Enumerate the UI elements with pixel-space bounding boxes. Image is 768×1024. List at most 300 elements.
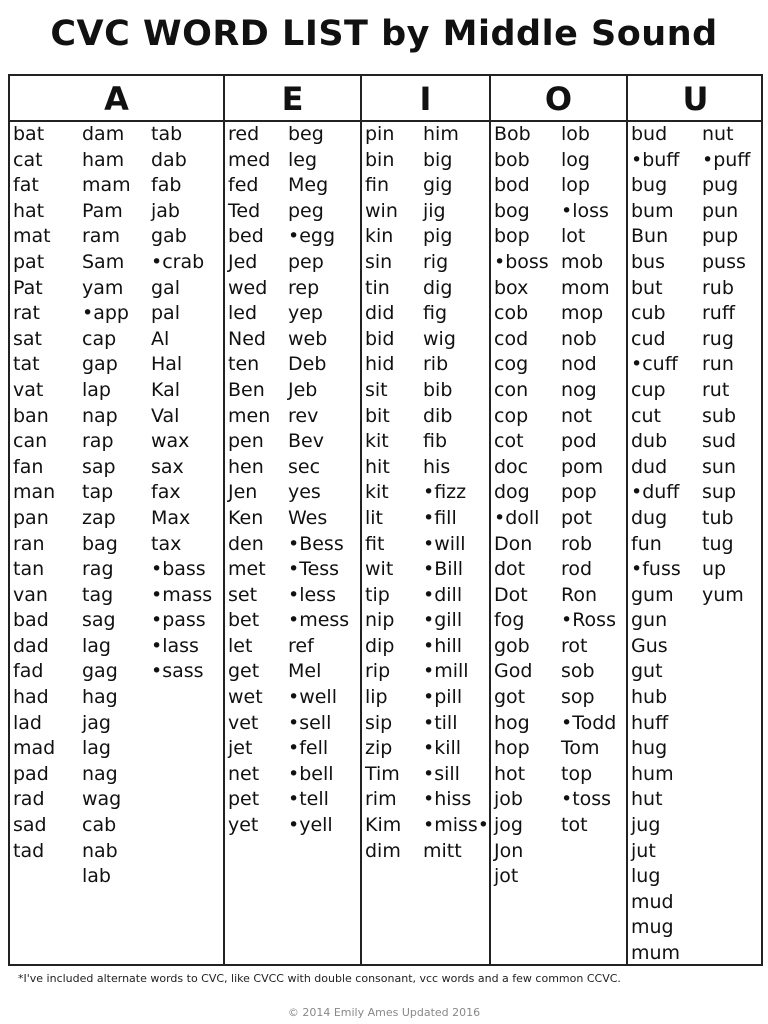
word-item: hit — [365, 455, 390, 478]
word-item: •Bill — [423, 558, 464, 581]
word-item: God — [494, 660, 533, 683]
word-item: rot — [561, 634, 588, 657]
word-item: pot — [561, 506, 593, 529]
word-item: Deb — [288, 353, 327, 376]
word-item: gun — [631, 609, 668, 632]
word-item: bag — [82, 532, 118, 555]
word-item: mop — [561, 302, 604, 325]
word-item: bit — [365, 404, 390, 427]
word-item: bad — [13, 609, 49, 632]
word-item: dug — [631, 506, 668, 529]
word-item: tan — [13, 558, 45, 581]
word-item: top — [561, 762, 593, 785]
word-item: con — [494, 378, 529, 401]
word-item: jog — [494, 814, 523, 837]
word-item: get — [228, 660, 260, 683]
word-item: Jed — [228, 250, 258, 273]
word-item: gap — [82, 353, 118, 376]
word-item: Bun — [631, 225, 669, 248]
word-item: •fell — [288, 737, 329, 760]
word-item: •Todd — [561, 711, 617, 734]
section-e — [225, 76, 362, 964]
word-item: sec — [288, 455, 321, 478]
word-item: gab — [151, 225, 187, 248]
word-item: rub — [702, 276, 734, 299]
word-item: sag — [82, 609, 116, 632]
word-item: man — [13, 481, 56, 504]
word-item: men — [228, 404, 271, 427]
word-item: box — [494, 276, 529, 299]
word-item: vat — [13, 378, 44, 401]
word-item: mat — [13, 225, 51, 248]
word-column — [151, 122, 212, 685]
word-item: bus — [631, 250, 666, 273]
word-item: lop — [561, 174, 590, 197]
word-item: •bell — [288, 762, 334, 785]
section-header-o: O — [491, 76, 626, 122]
word-item: •Tess — [288, 558, 340, 581]
word-item: •egg — [288, 225, 336, 248]
word-item: Ned — [228, 327, 266, 350]
word-item: hen — [228, 455, 264, 478]
word-item: med — [228, 148, 271, 171]
word-item: •kill — [423, 737, 462, 760]
word-item: bet — [228, 609, 260, 632]
word-item: pun — [702, 199, 739, 222]
word-item: lap — [82, 378, 111, 401]
word-item: •toss — [561, 788, 612, 811]
word-item: wet — [228, 686, 263, 709]
word-column — [288, 122, 349, 839]
word-item: rib — [423, 353, 449, 376]
word-item: Kal — [151, 378, 181, 401]
word-item: Ken — [228, 506, 264, 529]
word-item: yum — [702, 583, 744, 606]
word-item: puss — [702, 250, 746, 273]
word-item: hut — [631, 788, 663, 811]
word-item: pom — [561, 455, 604, 478]
word-item: •crab — [151, 250, 205, 273]
word-item: up — [702, 558, 727, 581]
word-item: fog — [494, 609, 525, 632]
word-item: Wes — [288, 506, 328, 529]
word-item: mom — [561, 276, 610, 299]
word-item: cap — [82, 327, 117, 350]
word-item: •dill — [423, 583, 463, 606]
word-item: cup — [631, 378, 666, 401]
word-item: Meg — [288, 174, 329, 197]
word-item: pin — [365, 123, 395, 145]
word-item: pig — [423, 225, 453, 248]
word-item: pep — [288, 250, 324, 273]
word-item: •hill — [423, 634, 463, 657]
word-item: •mass — [151, 583, 213, 606]
word-item: •boss — [494, 250, 549, 273]
word-item: mitt — [423, 839, 462, 862]
word-item: •puff — [702, 148, 751, 171]
word-item: sin — [365, 250, 393, 273]
word-column — [702, 122, 750, 608]
word-item: pod — [561, 430, 597, 453]
word-item: bud — [631, 123, 668, 145]
word-table — [8, 74, 763, 966]
word-item: nog — [561, 378, 597, 401]
word-item: sop — [561, 686, 595, 709]
word-item: bat — [13, 123, 45, 145]
word-item: rep — [288, 276, 320, 299]
word-item: Tom — [561, 737, 600, 760]
word-item: kit — [365, 481, 389, 504]
word-item: sax — [151, 455, 184, 478]
word-item: •hiss — [423, 788, 472, 811]
word-item: •fill — [423, 506, 457, 529]
word-item: tab — [151, 123, 183, 145]
word-item: lag — [82, 634, 111, 657]
word-item: wig — [423, 327, 456, 350]
word-item: sit — [365, 378, 388, 401]
word-item: fun — [631, 532, 662, 555]
word-item: ran — [13, 532, 45, 555]
word-item: lot — [561, 225, 586, 248]
word-item: jug — [631, 814, 661, 837]
word-item: •well — [288, 686, 337, 709]
word-item: yes — [288, 481, 321, 504]
word-item: run — [702, 353, 734, 376]
word-item: kit — [365, 430, 389, 453]
word-item: cob — [494, 302, 529, 325]
word-item: sob — [561, 660, 595, 683]
word-item: gal — [151, 276, 180, 299]
word-item: Sam — [82, 250, 125, 273]
word-item: vet — [228, 711, 259, 734]
word-item: job — [494, 788, 523, 811]
word-item: tap — [82, 481, 114, 504]
word-item: wag — [82, 788, 122, 811]
word-item: mam — [82, 174, 131, 197]
word-item: •sell — [288, 711, 332, 734]
section-a — [10, 76, 225, 964]
word-item: hid — [365, 353, 395, 376]
word-item: ten — [228, 353, 260, 376]
word-item: dib — [423, 404, 453, 427]
word-item: fan — [13, 455, 44, 478]
word-item: dam — [82, 123, 125, 145]
word-item: dot — [494, 558, 526, 581]
word-item: pug — [702, 174, 739, 197]
word-item: hog — [494, 711, 530, 734]
word-item: pat — [13, 250, 45, 273]
word-item: can — [13, 430, 48, 453]
word-item: ruff — [702, 302, 735, 325]
word-item: cab — [82, 814, 117, 837]
word-item: sat — [13, 327, 42, 350]
word-item: did — [365, 302, 395, 325]
word-item: cub — [631, 302, 666, 325]
page-title: CVC WORD LIST by Middle Sound — [50, 14, 718, 54]
word-item: •duff — [631, 481, 680, 504]
word-item: rat — [13, 302, 40, 325]
word-item: cat — [13, 148, 43, 171]
word-item: rag — [82, 558, 114, 581]
word-item: him — [423, 123, 459, 145]
word-item: cut — [631, 404, 661, 427]
word-item: win — [365, 199, 398, 222]
word-column — [82, 122, 131, 890]
word-item: dab — [151, 148, 187, 171]
word-item: Hal — [151, 353, 183, 376]
word-item: tad — [13, 839, 45, 862]
word-item: zip — [365, 737, 393, 760]
word-item: bop — [494, 225, 530, 248]
word-item: Bob — [494, 123, 531, 145]
word-column — [365, 122, 401, 864]
word-item: •miss• — [423, 814, 489, 837]
word-item: •less — [288, 583, 336, 606]
word-item: Max — [151, 506, 191, 529]
word-item: rod — [561, 558, 593, 581]
word-item: dip — [365, 634, 395, 657]
word-item: fit — [365, 532, 385, 555]
word-item: hot — [494, 762, 526, 785]
word-item: mad — [13, 737, 56, 760]
word-item: hum — [631, 762, 674, 785]
word-item: •doll — [494, 506, 540, 529]
word-item: Gus — [631, 634, 668, 657]
word-item: huff — [631, 711, 669, 734]
word-item: Ben — [228, 378, 265, 401]
word-column — [13, 122, 55, 864]
word-item: cog — [494, 353, 529, 376]
word-item: sud — [702, 430, 737, 453]
word-column — [494, 122, 549, 890]
word-item: •buff — [631, 148, 680, 171]
word-item: van — [13, 583, 48, 606]
word-item: •tell — [288, 788, 329, 811]
word-item: ram — [82, 225, 120, 248]
word-item: rut — [702, 378, 730, 401]
word-item: rob — [561, 532, 593, 555]
word-item: Val — [151, 404, 180, 427]
word-item: bin — [365, 148, 395, 171]
word-item: •will — [423, 532, 466, 555]
word-item: lad — [13, 711, 42, 734]
word-item: rug — [702, 327, 734, 350]
word-item: wit — [365, 558, 394, 581]
word-item: led — [228, 302, 258, 325]
word-item: fax — [151, 481, 181, 504]
section-i — [362, 76, 491, 964]
word-column — [631, 122, 681, 967]
word-item: bed — [228, 225, 264, 248]
word-item: tot — [561, 814, 588, 837]
word-column — [228, 122, 270, 839]
word-item: tug — [702, 532, 734, 555]
word-item: bod — [494, 174, 530, 197]
word-item: dog — [494, 481, 530, 504]
word-item: Ron — [561, 583, 598, 606]
word-item: hub — [631, 686, 668, 709]
word-item: tip — [365, 583, 390, 606]
word-item: rig — [423, 250, 449, 273]
word-item: zap — [82, 506, 116, 529]
word-item: net — [228, 762, 260, 785]
word-item: •fuss — [631, 558, 681, 581]
word-item: hop — [494, 737, 530, 760]
word-item: rad — [13, 788, 45, 811]
word-item: hug — [631, 737, 668, 760]
word-item: tag — [82, 583, 114, 606]
word-item: not — [561, 404, 593, 427]
word-item: •pass — [151, 609, 206, 632]
word-item: ham — [82, 148, 125, 171]
word-item: hat — [13, 199, 45, 222]
word-item: pet — [228, 788, 260, 811]
word-item: fig — [423, 302, 448, 325]
word-item: tax — [151, 532, 182, 555]
word-item: nod — [561, 353, 597, 376]
word-item: fat — [13, 174, 39, 197]
word-item: bid — [365, 327, 395, 350]
word-item: jot — [494, 865, 519, 888]
word-item: •lass — [151, 634, 199, 657]
word-item: red — [228, 123, 260, 145]
word-item: kin — [365, 225, 394, 248]
word-item: met — [228, 558, 266, 581]
word-item: dud — [631, 455, 668, 478]
word-item: dub — [631, 430, 668, 453]
word-item: mud — [631, 890, 674, 913]
word-item: big — [423, 148, 453, 171]
word-item: wed — [228, 276, 268, 299]
word-item: •app — [82, 302, 129, 325]
word-item: nob — [561, 327, 597, 350]
word-item: got — [494, 686, 526, 709]
word-item: log — [561, 148, 590, 171]
section-u — [628, 76, 763, 964]
word-item: leg — [288, 148, 318, 171]
word-item: Bev — [288, 430, 324, 453]
word-item: ban — [13, 404, 49, 427]
word-item: Dot — [494, 583, 528, 606]
word-item: Pat — [13, 276, 43, 299]
word-item: sap — [82, 455, 116, 478]
word-item: jab — [151, 199, 180, 222]
section-header-i: I — [362, 76, 489, 122]
word-item: sun — [702, 455, 736, 478]
word-item: •pill — [423, 686, 463, 709]
word-item: sup — [702, 481, 737, 504]
word-item: gum — [631, 583, 674, 606]
word-item: nab — [82, 839, 118, 862]
section-header-u: U — [628, 76, 763, 122]
word-item: lob — [561, 123, 590, 145]
word-item: •yell — [288, 814, 333, 837]
word-item: •mill — [423, 660, 469, 683]
word-item: fin — [365, 174, 390, 197]
word-item: sip — [365, 711, 393, 734]
word-item: bob — [494, 148, 530, 171]
word-item: Jeb — [288, 378, 318, 401]
word-item: bog — [494, 199, 530, 222]
word-item: sub — [702, 404, 737, 427]
word-item: hag — [82, 686, 118, 709]
word-item: Mel — [288, 660, 322, 683]
word-item: •till — [423, 711, 458, 734]
word-item: Tim — [365, 762, 400, 785]
word-item: nut — [702, 123, 734, 145]
word-item: •bass — [151, 558, 206, 581]
word-item: rap — [82, 430, 114, 453]
word-item: lag — [82, 737, 111, 760]
word-item: •sass — [151, 660, 204, 683]
word-item: nap — [82, 404, 118, 427]
word-item: •sill — [423, 762, 460, 785]
word-item: dig — [423, 276, 453, 299]
word-item: bib — [423, 378, 453, 401]
word-item: but — [631, 276, 663, 299]
word-item: doc — [494, 455, 529, 478]
word-item: •loss — [561, 199, 609, 222]
word-item: pal — [151, 302, 180, 325]
word-item: •gill — [423, 609, 463, 632]
word-item: his — [423, 455, 451, 478]
word-item: pen — [228, 430, 264, 453]
word-item: •Ross — [561, 609, 616, 632]
word-item: pad — [13, 762, 49, 785]
word-item: jig — [423, 199, 446, 222]
copyright: © 2014 Emily Ames Updated 2016 — [287, 1006, 481, 1019]
word-item: rip — [365, 660, 391, 683]
word-item: yam — [82, 276, 124, 299]
word-item: dad — [13, 634, 49, 657]
word-item: cot — [494, 430, 524, 453]
word-item: let — [228, 634, 253, 657]
word-item: pan — [13, 506, 49, 529]
word-item: Jen — [228, 481, 258, 504]
section-header-e: E — [225, 76, 360, 122]
word-item: cop — [494, 404, 529, 427]
word-item: cud — [631, 327, 666, 350]
word-item: ref — [288, 634, 314, 657]
word-item: web — [288, 327, 328, 350]
word-item: pop — [561, 481, 597, 504]
word-item: •cuff — [631, 353, 678, 376]
word-item: •fizz — [423, 481, 467, 504]
word-item: Kim — [365, 814, 402, 837]
word-item: pup — [702, 225, 739, 248]
word-item: gag — [82, 660, 118, 683]
word-item: bug — [631, 174, 668, 197]
word-item: nip — [365, 609, 395, 632]
word-item: lug — [631, 865, 661, 888]
word-item: tat — [13, 353, 40, 376]
word-item: gut — [631, 660, 663, 683]
word-item: gob — [494, 634, 530, 657]
word-item: tub — [702, 506, 734, 529]
word-item: peg — [288, 199, 324, 222]
footnote: *I've included alternate words to CVC, like CVCC with double consonant, vcc words and a few common CCVC. — [18, 972, 621, 985]
word-item: Don — [494, 532, 533, 555]
word-item: rim — [365, 788, 397, 811]
word-item: bum — [631, 199, 674, 222]
word-item: Jon — [494, 839, 524, 862]
word-item: lip — [365, 686, 388, 709]
word-item: lit — [365, 506, 384, 529]
word-item: wax — [151, 430, 190, 453]
word-item: Ted — [228, 199, 261, 222]
word-item: tin — [365, 276, 390, 299]
word-item: fib — [423, 430, 448, 453]
